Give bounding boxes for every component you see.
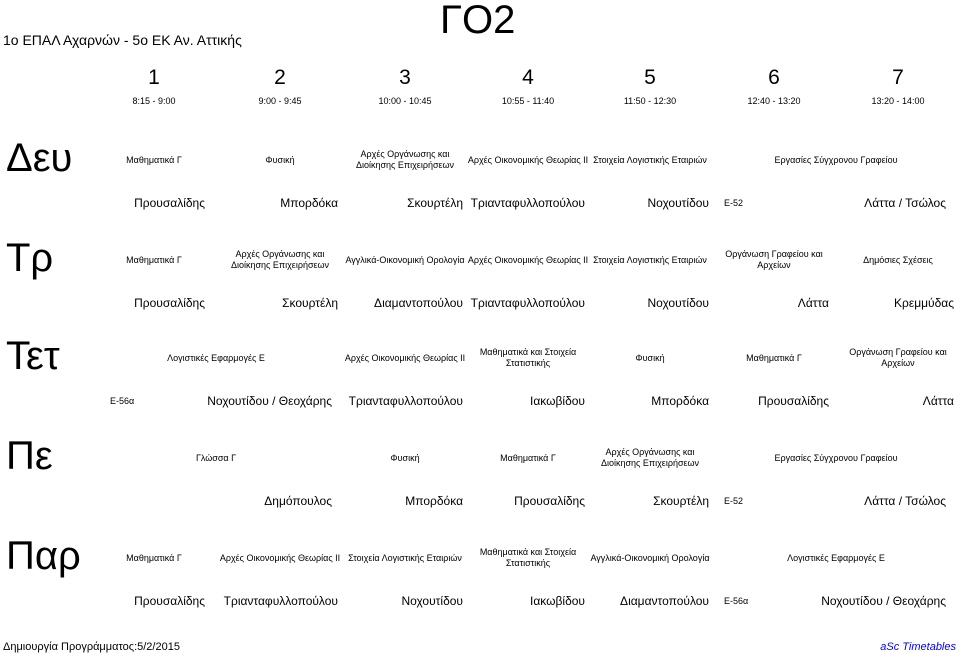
period-time: 9:00 - 9:45 — [258, 96, 302, 106]
teacher-name: Ιακωβίδου — [530, 394, 585, 408]
teacher-name: Τριανταφυλλοπούλου — [348, 394, 463, 408]
subject-cell: Μαθηματικά Γ — [126, 254, 182, 265]
teacher-name: Διαμαντοπούλου — [374, 296, 463, 310]
day-label: Τετ — [6, 334, 60, 378]
subject-cell: Φυσική — [635, 352, 665, 363]
teacher-name: Κρεμμύδας — [894, 296, 954, 310]
subject-cell: Οργάνωση Γραφείου και Αρχείων — [849, 347, 947, 368]
period-time: 10:55 - 11:40 — [501, 96, 555, 106]
subject-cell: Αρχές Οικονομικής Θεωρίας II — [467, 154, 589, 165]
teacher-name: Διαμαντοπούλου — [620, 594, 709, 608]
period-time: 12:40 - 13:20 — [747, 96, 801, 106]
period-time: 11:50 - 12:30 — [623, 96, 677, 106]
subject-cell: Μαθηματικά Γ — [500, 452, 556, 463]
teacher-name: Σκουρτέλη — [407, 196, 463, 210]
teacher-name: Λάττα / Τσώλος — [864, 494, 946, 508]
room-label: Ε-56α — [110, 396, 135, 406]
teacher-name: Νοχουτίδου — [647, 196, 709, 210]
subject-cell: Στοιχεία Λογιστικής Εταιριών — [593, 254, 707, 265]
teacher-name: Δημόπουλος — [264, 494, 332, 508]
day-label: Δευ — [6, 136, 73, 180]
teacher-name: Προυσαλίδης — [134, 296, 205, 310]
day-label: Τρ — [6, 236, 54, 280]
class-title: ΓΟ2 — [440, 0, 516, 42]
school-name: 1ο ΕΠΑΛ Αχαρνών - 5ο ΕΚ Αν. Αττικής — [3, 32, 242, 48]
room-label: Ε-52 — [724, 198, 744, 208]
subject-cell: Οργάνωση Γραφείου και Αρχείων — [725, 249, 823, 270]
subject-cell: Αγγλικά-Οικονομική Ορολογία — [345, 254, 465, 265]
teacher-name: Ιακωβίδου — [530, 594, 585, 608]
teacher-name: Λάττα — [797, 296, 829, 310]
subject-cell: Αρχές Οργάνωσης και Διοίκησης Επιχειρήσεων — [230, 249, 330, 270]
footer-software: aSc Timetables — [880, 641, 956, 653]
subject-cell: Εργασίες Σύγχρονου Γραφείου — [774, 452, 898, 463]
subject-cell: Μαθηματικά και Στοιχεία Στατιστικής — [479, 347, 577, 368]
teacher-name: Τριανταφυλλοπούλου — [470, 196, 585, 210]
subject-cell: Μαθηματικά Γ — [126, 154, 182, 165]
teacher-name: Σκουρτέλη — [282, 296, 338, 310]
teacher-name: Λάττα — [922, 394, 954, 408]
teacher-name: Λάττα / Τσώλος — [864, 196, 946, 210]
subject-cell: Αρχές Οργάνωσης και Διοίκησης Επιχειρήσεων — [355, 149, 455, 170]
subject-cell: Λογιστικές Εφαρμογές Ε — [167, 352, 265, 363]
day-label: Πε — [6, 434, 53, 478]
subject-cell: Μαθηματικά Γ — [126, 552, 182, 563]
subject-cell: Εργασίες Σύγχρονου Γραφείου — [774, 154, 898, 165]
teacher-name: Προυσαλίδης — [134, 594, 205, 608]
period-number: 1 — [148, 66, 160, 89]
subject-cell: Φυσική — [390, 452, 420, 463]
teacher-name: Νοχουτίδου / Θεοχάρης — [207, 394, 332, 408]
subject-cell: Αγγλικά-Οικονομική Ορολογία — [590, 552, 710, 563]
teacher-name: Προυσαλίδης — [758, 394, 829, 408]
subject-cell: Γλώσσα Γ — [195, 452, 237, 463]
subject-cell: Αρχές Οργάνωσης και Διοίκησης Επιχειρήσεων — [600, 447, 700, 468]
day-label: Παρ — [6, 534, 81, 578]
room-label: Ε-56α — [724, 596, 749, 606]
teacher-name: Μπορδόκα — [280, 196, 338, 210]
teacher-name: Προυσαλίδης — [514, 494, 585, 508]
room-label: Ε-52 — [724, 496, 744, 506]
period-time: 10:00 - 10:45 — [378, 96, 432, 106]
subject-cell: Φυσική — [265, 154, 295, 165]
teacher-name: Νοχουτίδου — [401, 594, 463, 608]
subject-cell: Λογιστικές Εφαρμογές Ε — [787, 552, 885, 563]
subject-cell: Αρχές Οικονομικής Θεωρίας II — [219, 552, 341, 563]
subject-cell: Δημόσιες Σχέσεις — [863, 254, 933, 265]
teacher-name: Νοχουτίδου / Θεοχάρης — [821, 594, 946, 608]
subject-cell: Μαθηματικά Γ — [746, 352, 802, 363]
period-number: 6 — [768, 66, 780, 89]
period-time: 8:15 - 9:00 — [132, 96, 176, 106]
period-time: 13:20 - 14:00 — [871, 96, 925, 106]
period-number: 7 — [892, 66, 904, 89]
period-number: 4 — [522, 66, 534, 89]
teacher-name: Νοχουτίδου — [647, 296, 709, 310]
footer-created: Δημιουργία Προγράμματος:5/2/2015 — [3, 641, 180, 653]
subject-cell: Αρχές Οικονομικής Θεωρίας II — [344, 352, 466, 363]
subject-cell: Στοιχεία Λογιστικής Εταιριών — [593, 154, 707, 165]
subject-cell: Μαθηματικά και Στοιχεία Στατιστικής — [479, 547, 577, 568]
subject-cell: Αρχές Οικονομικής Θεωρίας II — [467, 254, 589, 265]
period-number: 2 — [274, 66, 286, 89]
subject-cell: Στοιχεία Λογιστικής Εταιριών — [348, 552, 462, 563]
teacher-name: Προυσαλίδης — [134, 196, 205, 210]
teacher-name: Μπορδόκα — [651, 394, 709, 408]
teacher-name: Τριανταφυλλοπούλου — [470, 296, 585, 310]
period-number: 3 — [399, 66, 411, 89]
teacher-name: Τριανταφυλλοπούλου — [223, 594, 338, 608]
teacher-name: Σκουρτέλη — [653, 494, 709, 508]
teacher-name: Μπορδόκα — [405, 494, 463, 508]
period-number: 5 — [644, 66, 656, 89]
